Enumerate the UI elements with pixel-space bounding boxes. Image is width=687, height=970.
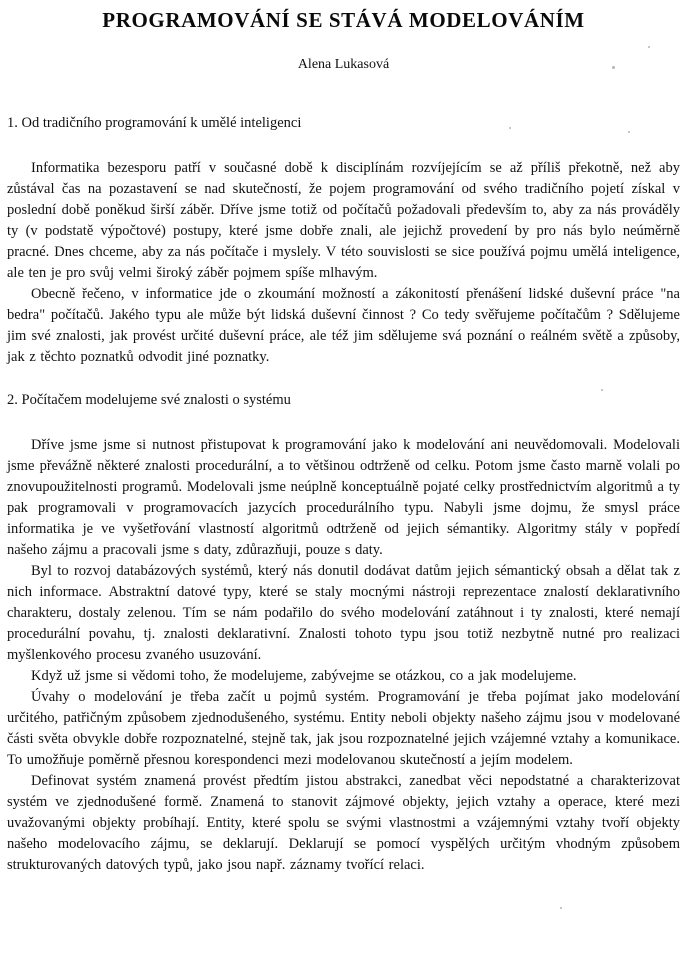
- scan-speck: [509, 127, 511, 129]
- section-1: [7, 113, 680, 368]
- section-1-heading: 1. Od tradičního programování k umělé inteligenci: [7, 115, 302, 131]
- paragraph: Informatika bezesporu patří v současné době k disciplínám rozvíjejícím se až příliš překotně, než aby zůstával čas na pozastavení se nad skutečností, že pojem programování od svého tradičního pojetí získal v poslední době poněkud širší záběr. Dříve jsme totiž od počítačů požadovali především to, aby za nás prováděly ty (v podstatě výpočtové) postupy, které jsme dobře znali, ale jejichž provedení by pro nás bylo neúměrně pracné. Dnes chceme, aby za nás počítače i myslely. V této souvislosti se sice používá pojmu umělá inteligence, ale ten je pro svůj velmi široký záběr pojmem spíše mlhavým.: [7, 160, 680, 281]
- section-1-body: [7, 158, 680, 368]
- section-2-heading: 2. Počítačem modelujeme své znalosti o systému: [7, 392, 291, 408]
- scan-speck: [628, 131, 630, 133]
- paragraph: Obecně řečeno, v informatice jde o zkoumání možností a zákonitostí přenášení lidské duševní práce "na bedra" počítačů. Jakého typu ale může být lidská duševní činnost ? Co tedy svěřujeme počítačům ? Sdělujeme jim své znalosti, jak provést určité duševní práce, ale též jim sdělujeme svá poznání o reálném světě a způsoby, jak z těchto poznatků odvodit jiné poznatky.: [7, 286, 680, 365]
- paragraph: Definovat systém znamená provést předtím jistou abstrakci, zanedbat věci nepodstatné a charakterizovat systém ve zjednodušené formě. Znamená to stanovit zájmové objekty, jejich vztahy a operace, které mezi uvažovanými objekty probíhají. Entity, které spolu se svými vlastnostmi a vzájemnými vztahy tvoří objekty našeho modelovacího zájmu, se deklarují. Deklarují se pomocí vyspělých určitým vhodným způsobem strukturovaných datových typů, jako jsou např. záznamy tvořící relaci.: [7, 773, 680, 873]
- paragraph: Byl to rozvoj databázových systémů, který nás donutil dodávat datům jejich sémantický obsah a dělat tak z nich informace. Abstraktní datové typy, které se staly mocnými nástroji reprezentace znalostí deklarativního charakteru, dostaly zelenou. Tím se nám podařilo do svého modelování zatáhnout i ty znalosti, které nemají procedurální povahu, tj. znalosti deklarativní. Znalosti tohoto typu jsou totiž nezbytně nutné pro realizaci myšlenkového procesu zvaného usuzování.: [7, 563, 680, 663]
- scan-speck: [560, 907, 562, 909]
- scan-speck: [612, 66, 615, 69]
- section-2-body: [7, 435, 680, 876]
- scan-speck: [601, 389, 603, 391]
- author-name: Alena Lukasová: [297, 57, 390, 72]
- section-2: [7, 390, 680, 876]
- paragraph: Dříve jsme jsme si nutnost přistupovat k programování jako k modelování ani neuvědomovali. Modelovali jsme převážně některé znalosti procedurální, a to většinou odtrženě od celku. Potom jsme často marně volali po znovupoužitelnosti programů. Modelovali jsme neúplně konceptuálně pojaté celky prostřednictvím algoritmů a ty pak programovali v programovacích jazycích procedurálního typu. Nabyli jsme dojmu, že smysl práce informatika je ve vyšetřování vlastností algoritmů odtrženě od jejich sémantiky. Algoritmy stály v popředí našeho zájmu a pracovali jsme s daty, zdůrazňuji, pouze s daty.: [7, 437, 680, 558]
- paragraph: Úvahy o modelování je třeba začít u pojmů systém. Programování je třeba pojímat jako modelování určitého, patřičným způsobem zjednodušeného, systému. Entity neboli objekty našeho zájmu jsou v modelované části světa obvykle dobře rozpoznatelné, stejně tak, jak jsou rozpoznatelné jejich vzájemné vztahy a komunikace. To umožňuje poměrně přesnou korespondenci mezi modelovanou skutečností a jejím modelem.: [7, 689, 680, 768]
- page-title: PROGRAMOVÁNÍ SE STÁVÁ MODELOVÁNÍM: [102, 8, 585, 32]
- paragraph: Když už jsme si vědomi toho, že modelujeme, zabývejme se otázkou, co a jak modelujeme.: [31, 668, 577, 684]
- scan-speck: [648, 46, 650, 48]
